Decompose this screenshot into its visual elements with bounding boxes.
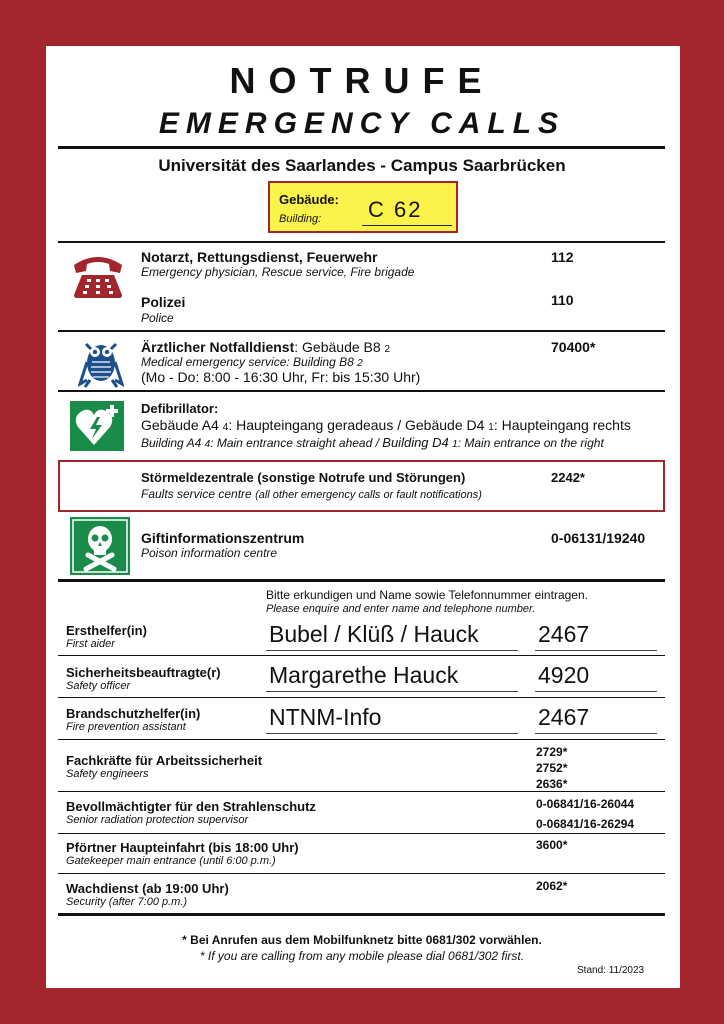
faults-en-paren: (all other emergency calls or fault notifications): [255, 489, 482, 501]
contact-role-en: First aider: [66, 638, 115, 650]
other-number: 2062*: [536, 879, 568, 893]
defib-title: Defibrillator:: [141, 401, 219, 416]
building-label-de: Gebäude:: [279, 192, 339, 207]
divider: [58, 873, 665, 874]
medical-en: [141, 355, 363, 369]
contact-role-de: Sicherheitsbeauftragte(r): [66, 665, 221, 680]
emergency-row1-number: 112: [551, 249, 574, 265]
defib-en-a: Building A4: [141, 436, 202, 450]
building-box: [268, 181, 458, 233]
divider: [58, 791, 665, 792]
other-number: 2729*: [536, 745, 568, 759]
defib-de-b-sub: 1: [488, 422, 494, 433]
divider: [58, 330, 665, 332]
stand-date: Stand: 11/2023: [577, 965, 645, 976]
contact-role-de: Brandschutzhelfer(in): [66, 706, 201, 721]
title-en: EMERGENCY CALLS: [158, 107, 566, 140]
phone-line: [535, 650, 657, 651]
building-underline: [362, 225, 452, 226]
other-number: 0-06841/16-26294: [536, 817, 635, 831]
divider: [58, 579, 665, 582]
faults-en-main: Faults service centre: [141, 487, 252, 501]
contact-name: Bubel / Klüß / Hauck: [269, 621, 479, 647]
emergency-row1-en: Emergency physician, Rescue service, Fire brigade: [141, 265, 415, 279]
faults-title: Störmeldezentrale (sonstige Notrufe und Störungen): [141, 470, 466, 485]
border-bottom: [0, 988, 724, 1024]
skull-crossbones-icon: [70, 517, 130, 580]
contact-phone: 2467: [538, 704, 590, 730]
divider: [58, 739, 665, 740]
faults-number: 2242*: [551, 470, 585, 485]
medical-title-bold: Ärztlicher Notfalldienst: [141, 339, 295, 355]
other-de: Fachkräfte für Arbeitssicherheit: [66, 753, 263, 768]
other-number: 2636*: [536, 777, 568, 791]
divider: [58, 833, 665, 834]
medical-number: 70400*: [551, 339, 596, 355]
emergency-row1-de: Notarzt, Rettungsdienst, Feuerwehr: [141, 249, 378, 265]
defib-en-c: Building D4: [382, 435, 449, 450]
medical-en-main: Medical emergency service: Building B8: [141, 355, 354, 369]
name-line: [266, 733, 518, 734]
divider: [58, 913, 665, 916]
defibrillator-sign-icon: [70, 401, 124, 456]
divider: [58, 697, 665, 698]
other-number: 2752*: [536, 761, 568, 775]
defib-en-a-sub: 4: [204, 439, 211, 450]
defib-de-a-sub: 4: [222, 422, 229, 433]
contact-role-en: Safety officer: [66, 680, 131, 692]
contact-phone: 4920: [538, 662, 590, 688]
defib-en-d: : Main entrance on the right: [457, 436, 604, 450]
defib-en-b: : Main entrance straight ahead /: [210, 436, 383, 450]
defib-de-b: : Haupteingang geradeaus / Gebäude D4: [228, 417, 485, 433]
other-de: Wachdienst (ab 19:00 Uhr): [66, 881, 229, 896]
building-value: C 62: [368, 197, 423, 222]
border-left: [0, 0, 46, 1024]
divider: [58, 241, 665, 243]
other-de: Pförtner Haupteinfahrt (bis 18:00 Uhr): [66, 840, 299, 855]
divider: [58, 390, 665, 392]
defib-de: [141, 417, 631, 433]
poison-title: Giftinformationszentrum: [141, 530, 305, 546]
divider: [58, 146, 665, 149]
defib-en: [141, 435, 604, 450]
border-top: [0, 0, 724, 46]
instructions-en: Please enquire and enter name and telephone number.: [266, 603, 536, 615]
emergency-row2-number: 110: [551, 292, 574, 308]
contact-phone: 2467: [538, 621, 590, 647]
emergency-row2-en: Police: [141, 311, 174, 325]
contact-role-en: Fire prevention assistant: [66, 721, 186, 733]
poison-en: Poison information centre: [141, 546, 278, 560]
defib-de-c: : Haupteingang rechts: [493, 417, 631, 433]
border-right: [680, 0, 724, 1024]
contact-name: NTNM-Info: [269, 704, 382, 730]
university-owl-logo: [78, 338, 124, 393]
other-en: Security (after 7:00 p.m.): [66, 896, 188, 908]
phone-line: [535, 733, 657, 734]
name-line: [266, 650, 518, 651]
defib-de-a: Gebäude A4: [141, 417, 219, 433]
other-en: Safety engineers: [66, 768, 149, 780]
emergency-row2-de: Polizei: [141, 294, 186, 310]
phone-line: [535, 691, 657, 692]
medical-title-rest: : Gebäude B8: [294, 339, 381, 355]
medical-hours: (Mo - Do: 8:00 - 16:30 Uhr, Fr: bis 15:30 Uhr): [141, 369, 421, 385]
university-name: Universität des Saarlandes - Campus Saarbrücken: [158, 156, 566, 175]
building-label-en: Building:: [279, 213, 322, 225]
other-en: Gatekeeper main entrance (until 6:00 p.m.): [66, 855, 276, 867]
contact-name: Margarethe Hauck: [269, 662, 459, 688]
defib-en-c-sub: 1: [452, 439, 458, 450]
footer-note-de: * Bei Anrufen aus dem Mobilfunknetz bitte 0681/302 vorwählen.: [182, 933, 542, 947]
telephone-icon: [70, 251, 126, 304]
medical-title: [141, 339, 390, 355]
poison-number: 0-06131/19240: [551, 530, 646, 546]
faults-box: [58, 460, 665, 512]
footer-note-en: * If you are calling from any mobile please dial 0681/302 first.: [199, 949, 525, 963]
divider: [58, 655, 665, 656]
other-number: 0-06841/16-26044: [536, 797, 635, 811]
contact-role-de: Ersthelfer(in): [66, 623, 147, 638]
medical-title-sub: 2: [384, 344, 391, 355]
other-number: 3600*: [536, 838, 568, 852]
name-line: [266, 691, 518, 692]
title-de: NOTRUFE: [229, 60, 495, 101]
instructions-de: Bitte erkundigen und Name sowie Telefonnummer eintragen.: [266, 588, 588, 602]
faults-en: [141, 487, 482, 501]
medical-en-sub: 2: [357, 358, 363, 369]
other-en: Senior radiation protection supervisor: [66, 814, 249, 826]
other-de: Bevollmächtigter für den Strahlenschutz: [66, 799, 316, 814]
